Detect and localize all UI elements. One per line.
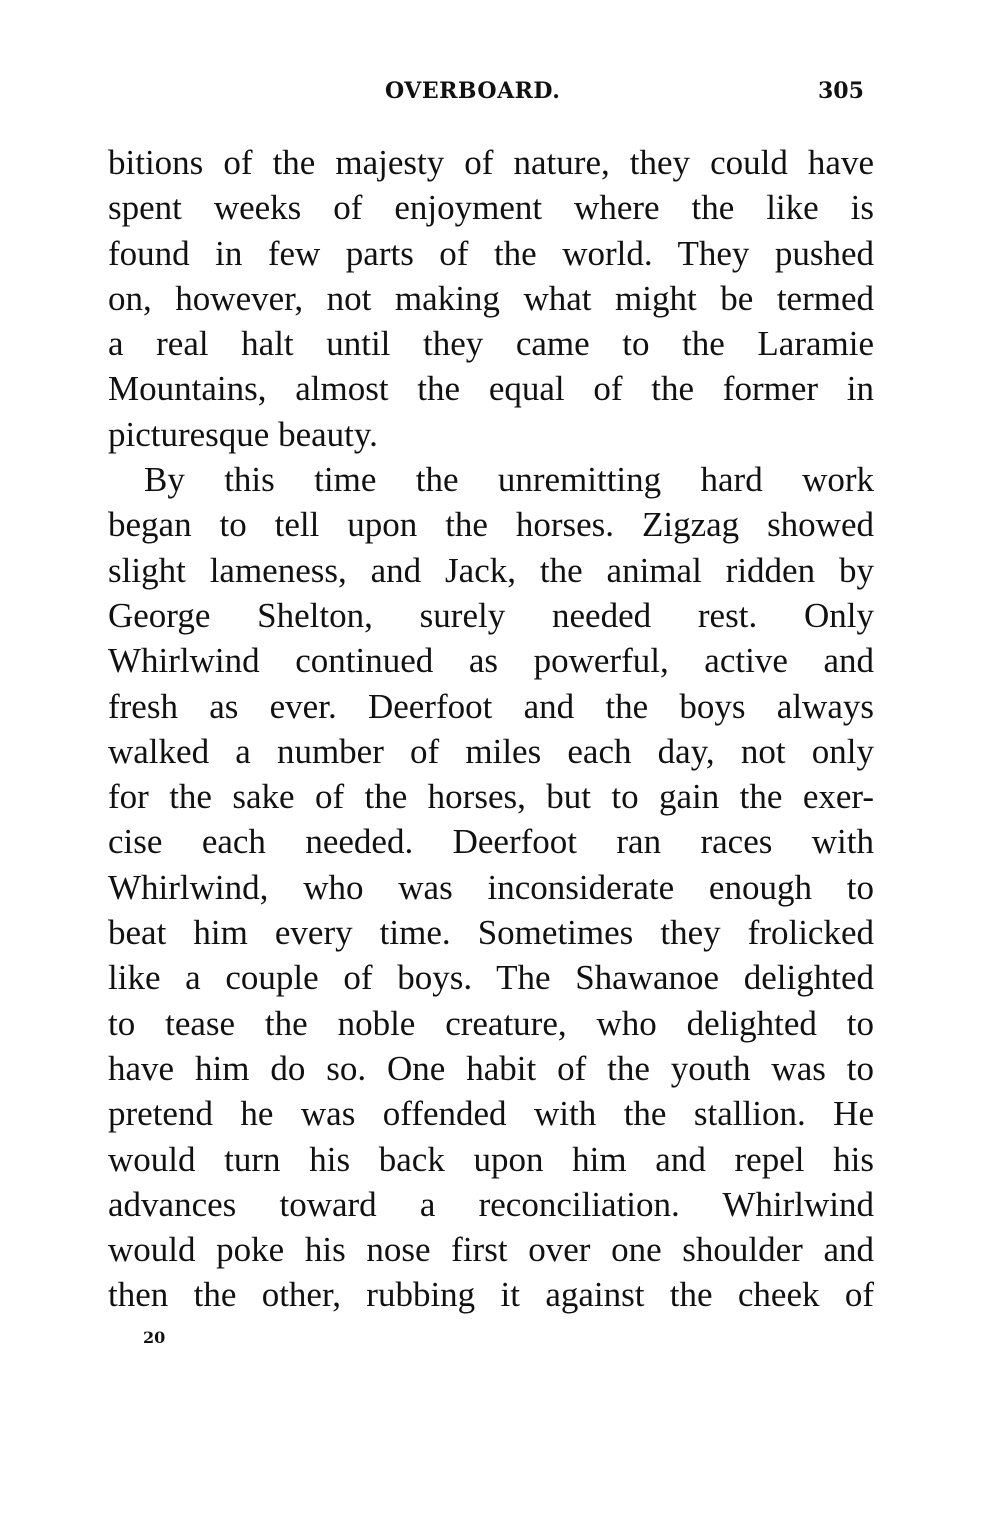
text-line: would turn his back upon him and repel his [108,1139,874,1179]
text-line: a real halt until they came to the Laramie [108,324,874,364]
text-line: By this time the unremitting hard work [144,460,874,500]
text-line: bitions of the majesty of nature, they could have [108,143,874,182]
text-line: spent weeks of enjoyment where the like is [108,188,874,228]
text-line: to tease the noble creature, who delighted to [108,1003,874,1043]
text-line: for the sake of the horses, but to gain the exer- [108,777,874,817]
text-line: Mountains, almost the equal of the former in [108,369,874,409]
text-line: Whirlwind continued as powerful, active and [108,641,874,681]
text-line: walked a number of miles each day, not only [108,731,874,771]
text-line: would poke his nose first over one shoulder and [108,1230,874,1270]
text-line: slight lameness, and Jack, the animal ridden by [108,550,874,590]
text-line: advances toward a reconciliation. Whirlwind [108,1184,874,1224]
text-line: began to tell upon the horses. Zigzag showed [108,505,874,545]
text-line: cise each needed. Deerfoot ran races with [108,822,874,862]
text-line: beat him every time. Sometimes they frolicked [108,913,874,953]
text-line: picturesque beauty. [108,414,378,454]
running-head [0,78,989,118]
text-line: found in few parts of the world. They pushed [108,233,874,273]
text-line: like a couple of boys. The Shawanoe delighted [108,958,874,998]
signature-mark: 20 [143,1328,166,1347]
text-line: Whirlwind, who was inconsiderate enough to [108,867,874,907]
text-line: on, however, not making what might be termed [108,278,874,318]
text-line: then the other, rubbing it against the cheek of [108,1275,874,1315]
running-head-title: OVERBOARD. [385,78,561,104]
text-line: George Shelton, surely needed rest. Only [108,595,874,635]
page-number: 305 [818,78,864,104]
body-text [108,140,874,1318]
text-line: pretend he was offended with the stallion. He [108,1094,874,1134]
text-line: have him do so. One habit of the youth was to [108,1048,874,1088]
text-line: fresh as ever. Deerfoot and the boys always [108,686,874,726]
